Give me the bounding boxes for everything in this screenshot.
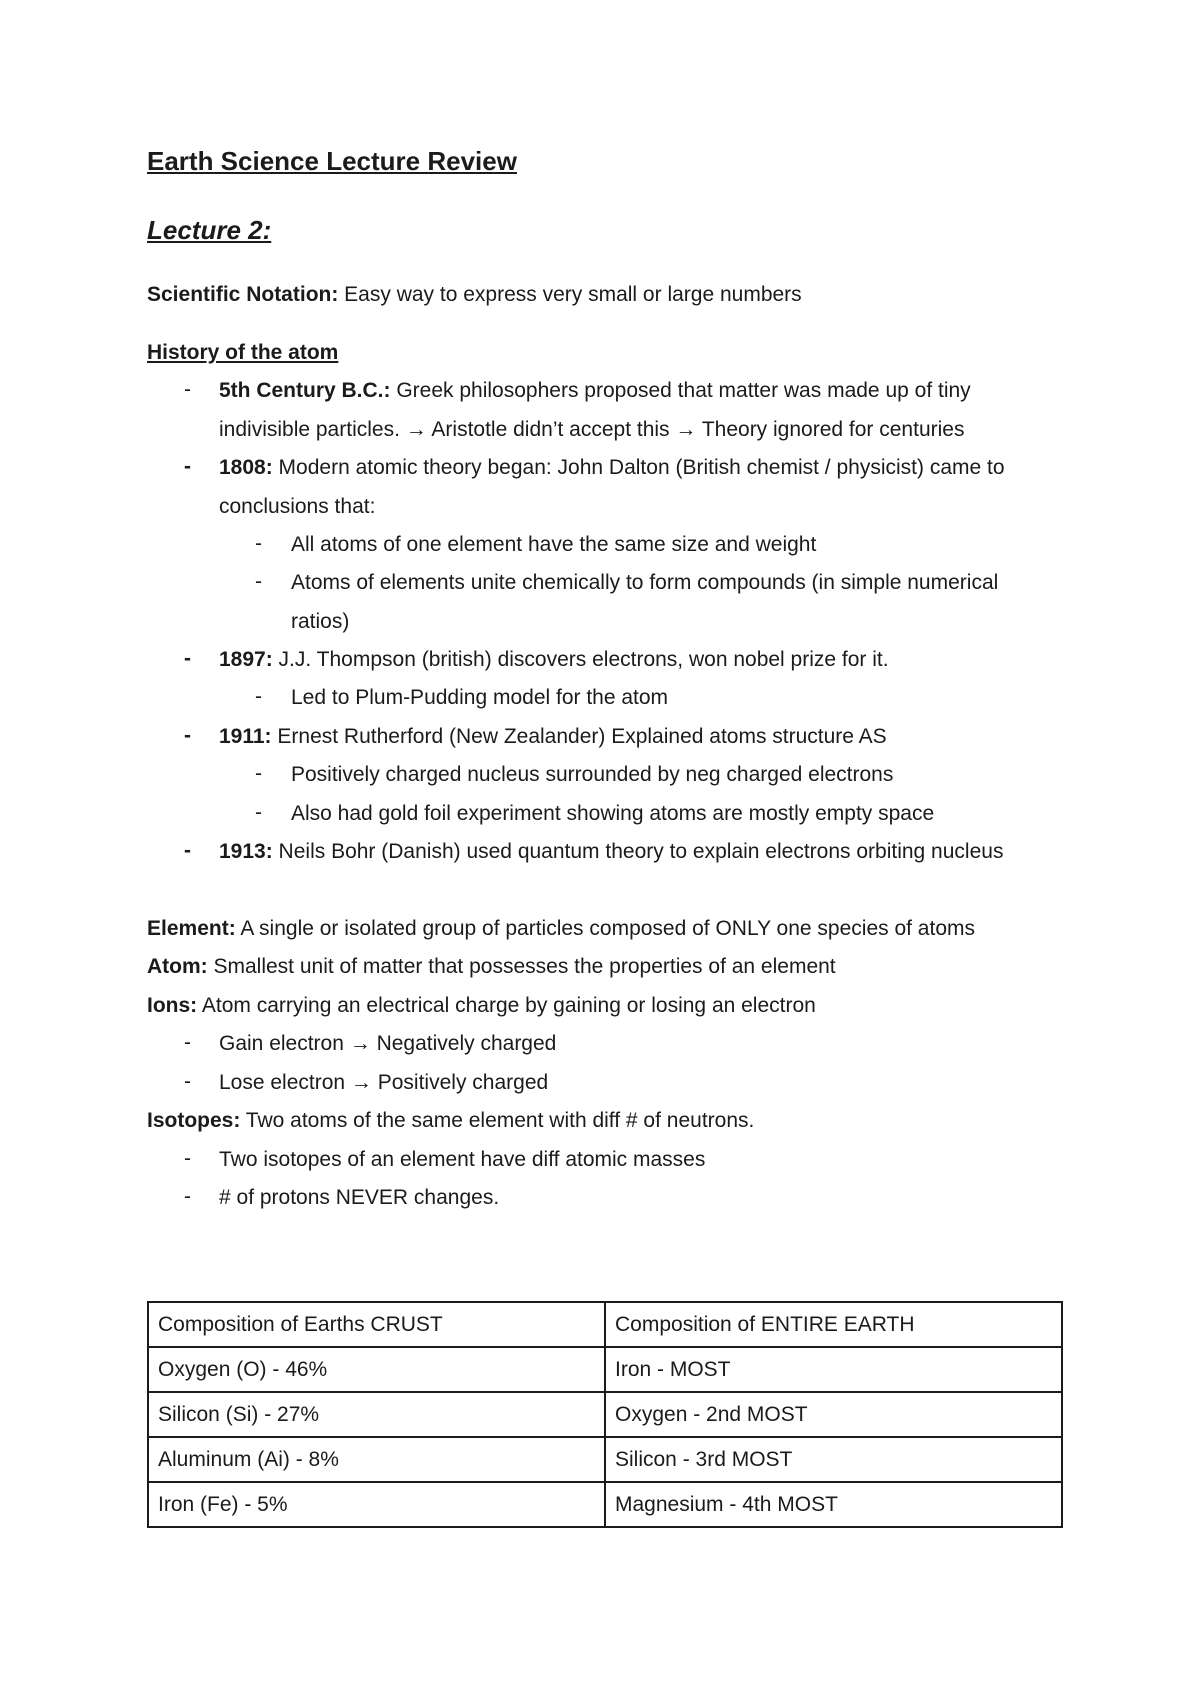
table-header-cell: Composition of ENTIRE EARTH	[605, 1302, 1062, 1347]
ions-text: Atom carrying an electrical charge by gaining or losing an electron	[197, 994, 816, 1017]
thompson-sub-item: Led to Plum-Pudding model for the atom	[291, 686, 669, 709]
bullet-dash: -	[184, 647, 191, 670]
table-cell: Oxygen - 2nd MOST	[605, 1392, 1062, 1437]
history-item-1911	[219, 724, 887, 750]
history-year: 5th Century B.C.:	[219, 379, 391, 402]
history-item-1913	[219, 839, 1003, 865]
isotopes-sub-item: # of protons NEVER changes.	[219, 1186, 500, 1209]
scientific-notation-term: Scientific Notation:	[147, 283, 339, 306]
table-row	[148, 1482, 1062, 1527]
history-year: 1808:	[219, 456, 273, 479]
history-text: Ernest Rutherford (New Zealander) Explained atoms structure AS	[271, 725, 887, 748]
table-cell: Iron - MOST	[605, 1347, 1062, 1392]
bullet-dash: -	[255, 532, 262, 555]
table-cell: Oxygen (O) - 46%	[148, 1347, 605, 1392]
table-cell: Iron (Fe) - 5%	[148, 1482, 605, 1527]
history-text: J.J. Thompson (british) discovers electrons, won nobel prize for it.	[272, 648, 889, 671]
rutherford-sub-item: Positively charged nucleus surrounded by neg charged electrons	[291, 763, 894, 786]
bullet-dash: -	[184, 1070, 191, 1093]
bullet-dash: -	[184, 378, 191, 401]
composition-table	[147, 1301, 1063, 1528]
scientific-notation-line	[147, 282, 802, 308]
table-row	[148, 1437, 1062, 1482]
history-item-1897	[219, 647, 889, 673]
element-definition	[147, 916, 975, 942]
history-text: Greek philosophers proposed that matter was made up of tiny	[390, 379, 971, 402]
bullet-dash: -	[255, 570, 262, 593]
dalton-sub-item: Atoms of elements unite chemically to form compounds (in simple numerical	[291, 571, 999, 594]
isotopes-definition	[147, 1108, 754, 1134]
bullet-dash: -	[184, 1147, 191, 1170]
scientific-notation-definition: Easy way to express very small or large numbers	[338, 283, 802, 306]
atom-text: Smallest unit of matter that possesses the properties of an element	[207, 955, 836, 978]
bullet-dash: -	[255, 801, 262, 824]
isotopes-sub-item: Two isotopes of an element have diff atomic masses	[219, 1148, 706, 1171]
lecture-heading: Lecture 2:	[147, 215, 272, 245]
table-header-cell: Composition of Earths CRUST	[148, 1302, 605, 1347]
dalton-sub-item: All atoms of one element have the same size and weight	[291, 533, 817, 556]
ions-definition	[147, 993, 816, 1019]
history-year: 1897:	[219, 648, 273, 671]
bullet-dash: -	[255, 685, 262, 708]
element-term: Element:	[147, 917, 236, 940]
table-cell: Magnesium - 4th MOST	[605, 1482, 1062, 1527]
isotopes-term: Isotopes:	[147, 1109, 241, 1132]
history-continuation: indivisible particles. → Aristotle didn’t accept this → Theory ignored for centuries	[219, 418, 965, 441]
ions-term: Ions:	[147, 994, 198, 1017]
bullet-dash: -	[184, 839, 191, 862]
history-text: Neils Bohr (Danish) used quantum theory to explain electrons orbiting nucleus	[272, 840, 1004, 863]
bullet-dash: -	[255, 762, 262, 785]
bullet-dash: -	[184, 724, 191, 747]
atom-definition	[147, 954, 836, 980]
bullet-dash: -	[184, 1031, 191, 1054]
bullet-dash: -	[184, 1185, 191, 1208]
bullet-dash: -	[184, 455, 191, 478]
rutherford-sub-item: Also had gold foil experiment showing atoms are mostly empty space	[291, 802, 935, 825]
table-cell: Aluminum (Ai) - 8%	[148, 1437, 605, 1482]
element-text: A single or isolated group of particles composed of ONLY one species of atoms	[235, 917, 975, 940]
table-row	[148, 1347, 1062, 1392]
history-item-5th-century	[219, 378, 971, 404]
table-row	[148, 1392, 1062, 1437]
ions-sub-item: Lose electron → Positively charged	[219, 1071, 549, 1094]
history-year: 1913:	[219, 840, 273, 863]
table-cell: Silicon (Si) - 27%	[148, 1392, 605, 1437]
document-title: Earth Science Lecture Review	[147, 146, 517, 176]
isotopes-text: Two atoms of the same element with diff # of neutrons.	[240, 1109, 755, 1132]
table-cell: Silicon - 3rd MOST	[605, 1437, 1062, 1482]
dalton-sub-continuation: ratios)	[291, 610, 350, 633]
atom-term: Atom:	[147, 955, 208, 978]
history-continuation: conclusions that:	[219, 495, 376, 518]
history-heading: History of the atom	[147, 341, 339, 364]
history-item-1808	[219, 455, 1005, 481]
table-header-row	[148, 1302, 1062, 1347]
history-year: 1911:	[219, 725, 272, 748]
ions-sub-item: Gain electron → Negatively charged	[219, 1032, 557, 1055]
history-text: Modern atomic theory began: John Dalton (British chemist / physicist) came to	[272, 456, 1005, 479]
